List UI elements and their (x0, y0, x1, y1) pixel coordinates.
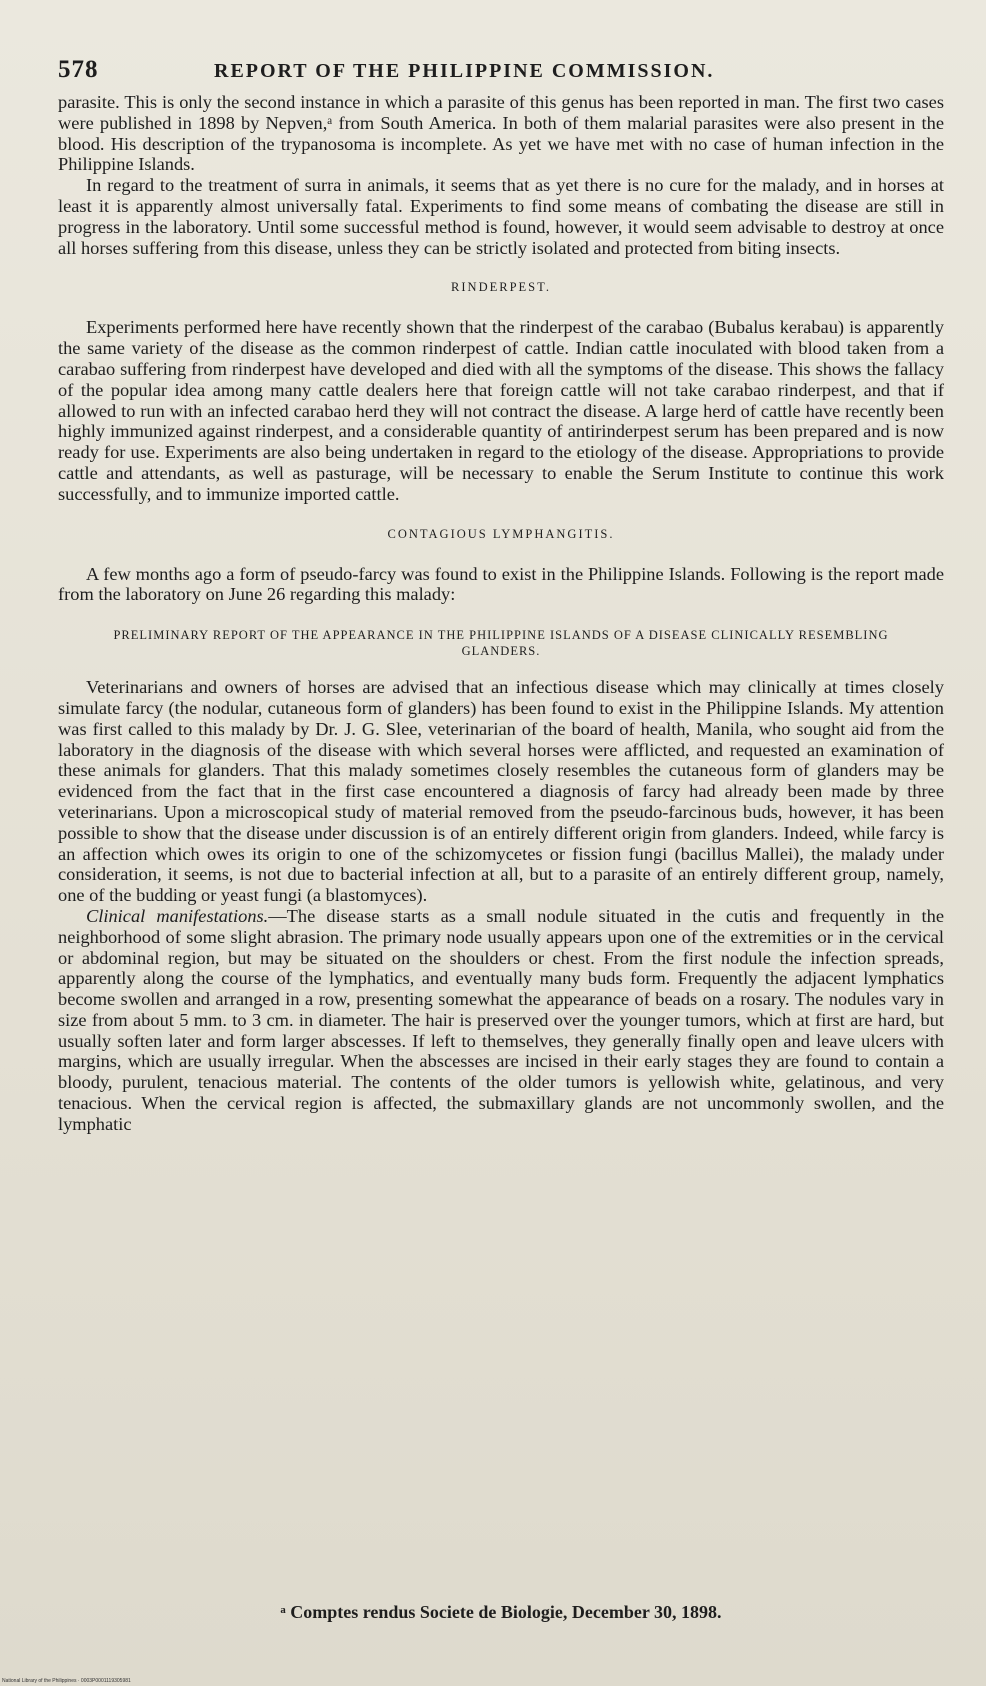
section-title-rinderpest: RINDERPEST. (451, 280, 551, 295)
paragraph-clinical-manifestations (58, 906, 944, 1135)
clinical-label: Clinical manifestations. (86, 905, 269, 926)
paragraph-parasite: parasite. This is only the second instance in which a parasite of this genus has been reported in man. The first two cases were published in 1898 by Nepven,ᵃ from South America. In both of them malarial parasites were also present in the blood. His description of the trypanosoma is incomplete. As yet we have met with no case of human infection in the Philippine Islands. (58, 92, 944, 175)
clinical-text: —The disease starts as a small nodule situated in the cutis and frequently in the neighborhood of some slight abrasion. The primary node usually appears upon one of the extremities or in the cervical or abdominal region, but may be situated on the shoulders or chest. From the first nodule the infection spreads, apparently along the course of the lymphatics, and eventually many buds form. Frequently the adjacent lymphatics become swollen and arranged in a row, presenting somewhat the appearance of beads on a rosary. The nodules vary in size from about 5 mm. to 3 cm. in diameter. The hair is preserved over the younger tumors, which at first are hard, but usually soften later and form larger abscesses. If left to themselves, they generally finally open and leave ulcers with margins, which are usually irregular. When the abscesses are incised in their early stages they are found to contain a bloody, purulent, tenacious material. The contents of the older tumors is yellowish white, gelatinous, and very tenacious. When the cervical region is affected, the submaxillary glands are not uncommonly swollen, and the lymphatic (58, 905, 944, 1134)
paragraph-surra-treatment: In regard to the treatment of surra in animals, it seems that as yet there is no cure for the malady, and in horses at least it is apparently almost universally fatal. Experiments to find some means of combating the disease are still in progress in the laboratory. Until some successful method is found, however, it would seem advisable to destroy at once all horses suffering from this disease, unless they can be strictly isolated and protected from biting insects. (58, 175, 944, 258)
footnote: ᵃ Comptes rendus Societe de Biologie, December 30, 1898. (280, 1602, 722, 1622)
paragraph-rinderpest: Experiments performed here have recently shown that the rinderpest of the carabao (Bubalus kerabau) is apparently the same variety of the disease as the common rinderpest of cattle. Indian cattle inoculated with blood taken from a carabao suffering from rinderpest have developed and died with all the symptoms of the disease. This shows the fallacy of the popular idea among many cattle dealers here that foreign cattle will not take carabao rinderpest, and that if allowed to run with an infected carabao herd they will not contract the disease. A large herd of cattle have recently been highly immunized against rinderpest, and a considerable quantity of antirinderpest serum has been prepared and is now ready for use. Experiments are also being undertaken in regard to the etiology of the disease. Appropriations to provide cattle and attendants, as well as pasturage, will be necessary to enable the Serum Institute to continue this work successfully, and to immunize imported cattle. (58, 317, 944, 504)
page-number: 578 (58, 56, 99, 83)
scan-credit: National Library of the Philippines · 0003P0001119305981 (2, 1678, 131, 1684)
running-head: REPORT OF THE PHILIPPINE COMMISSION. (214, 60, 715, 82)
page-content (58, 56, 944, 1135)
paragraph-report-intro: Veterinarians and owners of horses are advised that an infectious disease which may clinically at times closely simulate farcy (the nodular, cutaneous form of glanders) has been found to exist in the Philippine Islands. My attention was first called to this malady by Dr. J. G. Slee, veterinarian of the board of health, Manila, who sought aid from the laboratory in the diagnosis of the disease with which several horses were afflicted, and requested an examination of these animals for glanders. That this malady sometimes closely resembles the cutaneous form of glanders may be evidenced from the fact that in the first case encountered a diagnosis of farcy had already been made by three veterinarians. Upon a microscopical study of material removed from the pseudo-farcinous buds, however, it has been possible to show that the disease under discussion is of an entirely different origin from glanders. Indeed, while farcy is an affection which owes its origin to one of the schizomycetes or fission fungi (bacillus Mallei), the malady under consideration, it seems, is not due to bacterial infection at all, but to a parasite of an entirely different group, namely, one of the budding or yeast fungi (a blastomyces). (58, 677, 944, 906)
page-header (58, 56, 944, 92)
section-title-lymphangitis: CONTAGIOUS LYMPHANGITIS. (387, 526, 615, 541)
report-subhead: PRELIMINARY REPORT OF THE APPEARANCE IN THE PHILIPPINE ISLANDS OF A DISEASE CLINICALLY RESEMBLING GLANDERS. (113, 628, 889, 659)
paragraph-pseudo-farcy: A few months ago a form of pseudo-farcy was found to exist in the Philippine Islands. Following is the report made from the laboratory on June 26 regarding this malady: (58, 563, 944, 605)
